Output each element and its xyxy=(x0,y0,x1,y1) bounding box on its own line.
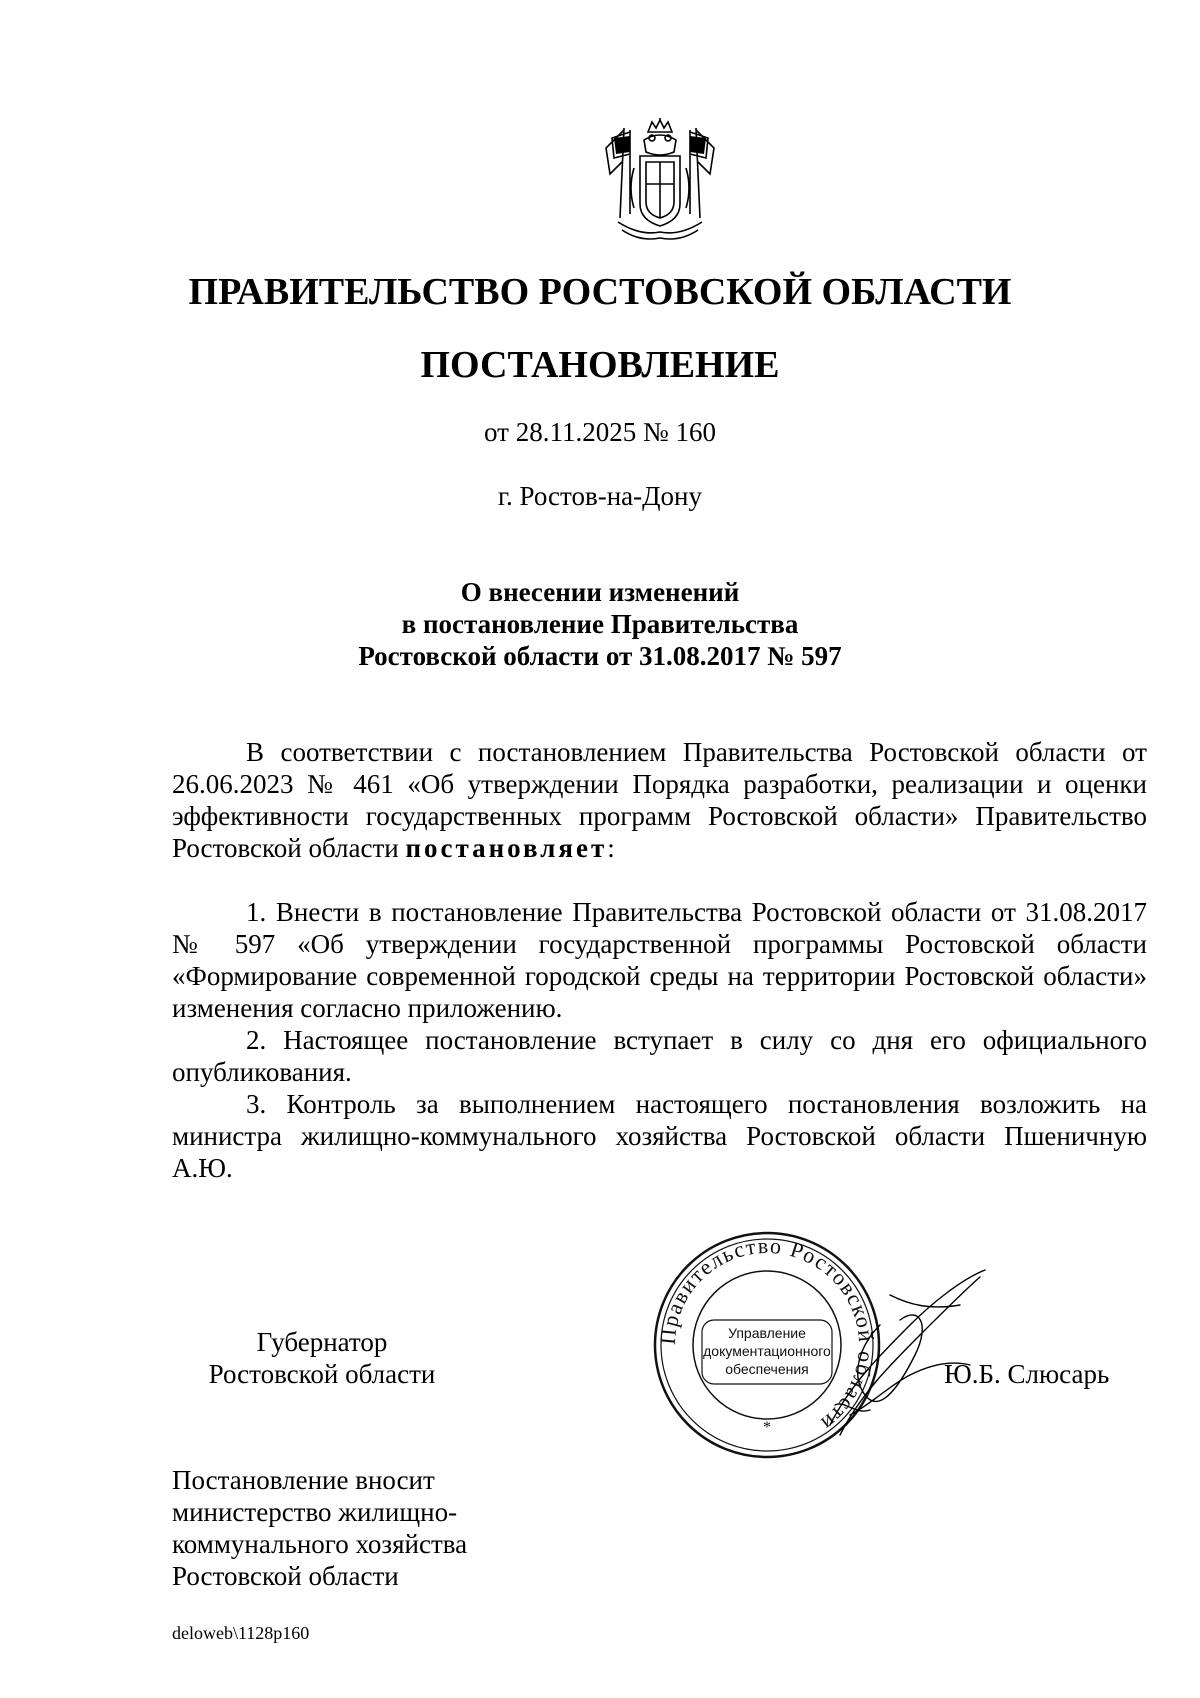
introducer-block xyxy=(172,1464,572,1592)
introducer-line: Постановление вносит xyxy=(172,1465,435,1495)
introducer-line: министерство жилищно- xyxy=(172,1497,458,1527)
introducer-line: Ростовской области xyxy=(172,1561,399,1591)
subject-line: Ростовской области от 31.08.2017 № 597 xyxy=(358,641,842,671)
signatory-position-line: Губернатор xyxy=(256,1327,388,1357)
file-reference: deloweb\1128p160 xyxy=(172,1623,310,1643)
preamble-colon: : xyxy=(607,833,615,863)
stamp-star-icon: * xyxy=(763,1419,771,1436)
preamble-paragraph xyxy=(172,736,1147,864)
stamp-ring-text: Правительство Ростовской области xyxy=(654,1232,880,1438)
stamp-center-text: Управление xyxy=(728,1325,806,1341)
clause-3: 3. Контроль за выполнением настоящего постановления возложить на министра жилищно-коммунального хозяйства Ростовской области Пшеничную А.Ю. xyxy=(172,1089,1147,1183)
signatory-position-line: Ростовской области xyxy=(208,1359,436,1389)
coat-of-arms-icon xyxy=(600,118,720,246)
document-date-number: от 28.11.2025 № 160 xyxy=(484,417,716,447)
introducer-line: коммунального хозяйства xyxy=(172,1529,468,1559)
subject-line: в постановление Правительства xyxy=(401,609,799,639)
handwritten-signature xyxy=(820,1265,990,1440)
government-title: ПРАВИТЕЛЬСТВО РОСТОВСКОЙ ОБЛАСТИ xyxy=(188,271,1012,313)
document-city: г. Ростов-на-Дону xyxy=(497,481,702,511)
subject-line: О внесении изменений xyxy=(460,577,740,607)
clause-2: 2. Настоящее постановление вступает в силу со дня его официального опубликования. xyxy=(172,1025,1147,1087)
stamp-center-text: обеспечения xyxy=(725,1361,809,1377)
document-body xyxy=(172,736,1147,1184)
document-type: ПОСТАНОВЛЕНИЕ xyxy=(420,344,780,386)
clause-1: 1. Внести в постановление Правительства Ростовской области от 31.08.2017 № 597 «Об утверждении государственной программы Ростовской области «Формирование современной городской среды на территории Ростовской области» изменения согласно приложению. xyxy=(172,897,1147,1023)
stamp-center-text: документационного xyxy=(703,1343,831,1359)
signatory-name: Ю.Б. Слюсарь xyxy=(944,1359,1110,1389)
preamble-decree-word: постановляет xyxy=(405,833,608,863)
signatory-position xyxy=(172,1326,472,1390)
document-subject xyxy=(0,576,1200,672)
preamble-text: В соответствии с постановлением Правительства Ростовской области от 26.06.2023 № 461 «Об утверждении Порядка разработки, реализации и оценки эффективности государственных программ Ростовской области» Правительство Ростовской области xyxy=(172,737,1147,863)
